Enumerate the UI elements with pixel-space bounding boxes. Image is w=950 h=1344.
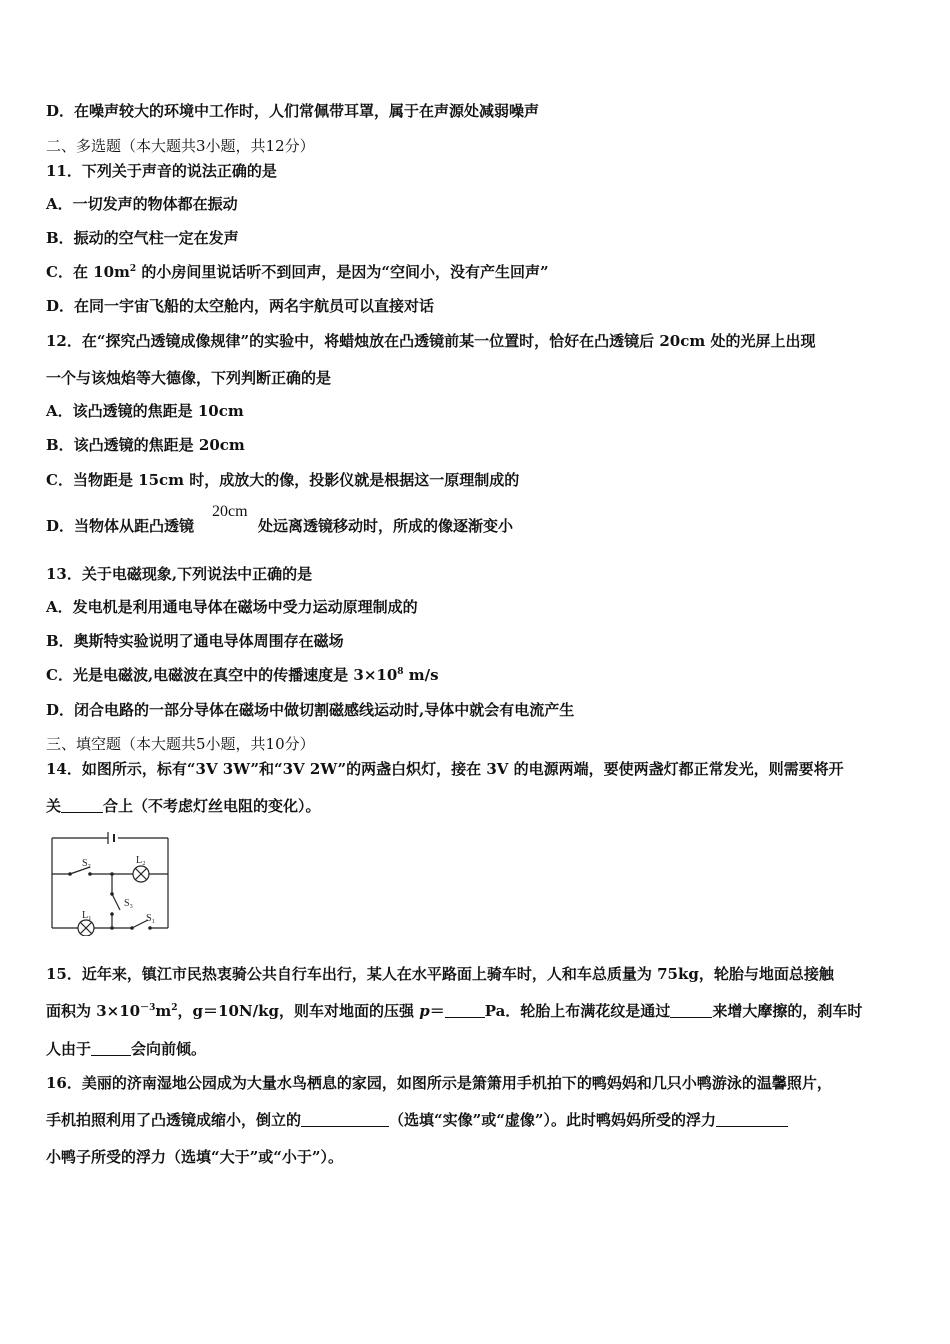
section-2-title: 二、多选题（本大题共3小题，共12分） <box>46 137 315 155</box>
q15-line3-b: 会向前倾。 <box>131 1040 207 1058</box>
q15-line2-sup1: －3 <box>140 1003 156 1013</box>
q15-line2 <box>46 1001 862 1021</box>
lamp-l2-label: L₂ <box>136 855 146 866</box>
q14-answer-blank[interactable] <box>61 798 103 813</box>
q15-line2-c: ，g＝10N/kg，则车对地面的压强 <box>177 1002 420 1020</box>
circuit-junction-mid <box>110 872 114 876</box>
q15-line1: 15．近年来，镇江市民热衷骑公共自行车出行，某人在水平路面上骑车时，人和车总质量为 75kg，轮胎与地面总接触 <box>46 965 834 983</box>
lamp-l1-label: L₁ <box>82 910 92 921</box>
q15-pressure-symbol: p <box>419 1002 430 1020</box>
q15-line2-sup2: 2 <box>171 1003 178 1013</box>
q11-option-a: A．一切发声的物体都在振动 <box>46 195 238 213</box>
q11-option-c <box>46 262 549 282</box>
switch-s1-pivot <box>130 926 134 930</box>
switch-s2-contact <box>88 872 92 876</box>
q12-option-c: C．当物距是 15cm 时，成放大的像，投影仪就是根据这一原理制成的 <box>46 471 520 489</box>
circuit-junction-bottom <box>110 926 114 930</box>
switch-s1-contact <box>148 926 152 930</box>
switch-s3-label: S₃ <box>124 898 134 909</box>
switch-s2-pivot <box>68 872 72 876</box>
q13-option-b: B．奥斯特实验说明了通电导体周围存在磁场 <box>46 632 344 650</box>
q15-pressure-blank[interactable] <box>445 1003 485 1018</box>
switch-s2-label: S₂ <box>82 858 92 869</box>
q11-option-c-pre: C．在 10m <box>46 263 130 281</box>
q15-line2-d: ＝ <box>429 1002 445 1020</box>
q15-inertia-blank[interactable] <box>91 1041 131 1056</box>
q15-line3-a: 人由于 <box>46 1040 92 1058</box>
q14-stem-line2-post: 合上（不考虑灯丝电阻的变化）。 <box>103 797 321 815</box>
q13-option-c-sup: 8 <box>397 667 404 677</box>
q10-option-d: D．在噪声较大的环境中工作时，人们常佩带耳罩，属于在声源处减弱噪声 <box>46 102 540 120</box>
q11-option-c-sup: 2 <box>129 264 137 274</box>
q16-line1: 16．美丽的济南湿地公园成为大量水鸟栖息的家园，如图所示是箫箫用手机拍下的鸭妈妈和几只小鸭游泳的温馨照片， <box>46 1074 832 1092</box>
q12-option-a: A．该凸透镜的焦距是 10cm <box>46 402 244 420</box>
q16-line2 <box>46 1110 788 1130</box>
q13-stem: 13．关于电磁现象,下列说法中正确的是 <box>46 565 313 583</box>
switch-s3-pivot <box>110 892 114 896</box>
q13-option-a: A．发电机是利用通电导体在磁场中受力运动原理制成的 <box>46 598 418 616</box>
q14-circuit-diagram <box>46 828 176 936</box>
q15-line3 <box>46 1039 206 1059</box>
q13-option-c-post: m/s <box>403 666 439 684</box>
q16-image-type-blank[interactable] <box>301 1112 389 1127</box>
q12-stem-line2: 一个与该烛焰等大德像，下列判断正确的是 <box>46 369 332 387</box>
q16-line3: 小鸭子所受的浮力（选填“大于”或“小于”）。 <box>46 1148 344 1166</box>
q12-option-b: B．该凸透镜的焦距是 20cm <box>46 436 245 454</box>
q15-friction-blank[interactable] <box>670 1003 712 1018</box>
q12-option-d-post: 处远离透镜移动时，所成的像逐渐变小 <box>258 517 514 535</box>
switch-s3-contact <box>110 912 114 916</box>
q12-stem-line1: 12．在“探究凸透镜成像规律”的实验中，将蜡烛放在凸透镜前某一位置时，恰好在凸透镜后 20cm 处的光屏上出现 <box>46 332 816 350</box>
q12-option-d-distance: 20cm <box>212 503 248 520</box>
q15-line2-b: m <box>155 1002 172 1020</box>
q16-buoyancy-blank[interactable] <box>716 1112 788 1127</box>
q14-stem-line1: 14．如图所示，标有“3V 3W”和“3V 2W”的两盏白炽灯，接在 3V 的电源两端，要使两盏灯都正常发光，则需要将开 <box>46 760 844 778</box>
q14-stem-line2-pre: 关 <box>46 797 62 815</box>
q15-line2-e: Pa．轮胎上布满花纹是通过 <box>484 1002 671 1020</box>
q15-line2-f: 来增大摩擦的，刹车时 <box>712 1002 863 1020</box>
q11-option-d: D．在同一宇宙飞船的太空舱内，两名宇航员可以直接对话 <box>46 297 435 315</box>
q16-line2-b: （选填“实像”或“虚像”）。此时鸭妈妈所受的浮力 <box>389 1111 717 1129</box>
q15-line2-a: 面积为 3×10 <box>46 1002 141 1020</box>
q11-option-b: B．振动的空气柱一定在发声 <box>46 229 239 247</box>
q11-option-c-post: 的小房间里说话听不到回声，是因为“空间小，没有产生回声” <box>136 263 549 281</box>
switch-s3-blade <box>112 894 120 910</box>
q11-stem: 11．下列关于声音的说法正确的是 <box>46 162 277 180</box>
q14-stem-line2 <box>46 796 321 816</box>
q13-option-c <box>46 665 439 685</box>
q16-line2-a: 手机拍照利用了凸透镜成缩小，倒立的 <box>46 1111 302 1129</box>
section-3-title: 三、填空题（本大题共5小题，共10分） <box>46 735 315 753</box>
switch-s1-label: S₁ <box>146 913 156 924</box>
q12-option-d-pre: D．当物体从距凸透镜 <box>46 517 195 535</box>
q13-option-c-pre: C．光是电磁波,电磁波在真空中的传播速度是 3×10 <box>46 666 398 684</box>
q13-option-d: D．闭合电路的一部分导体在磁场中做切割磁感线运动时,导体中就会有电流产生 <box>46 701 575 719</box>
